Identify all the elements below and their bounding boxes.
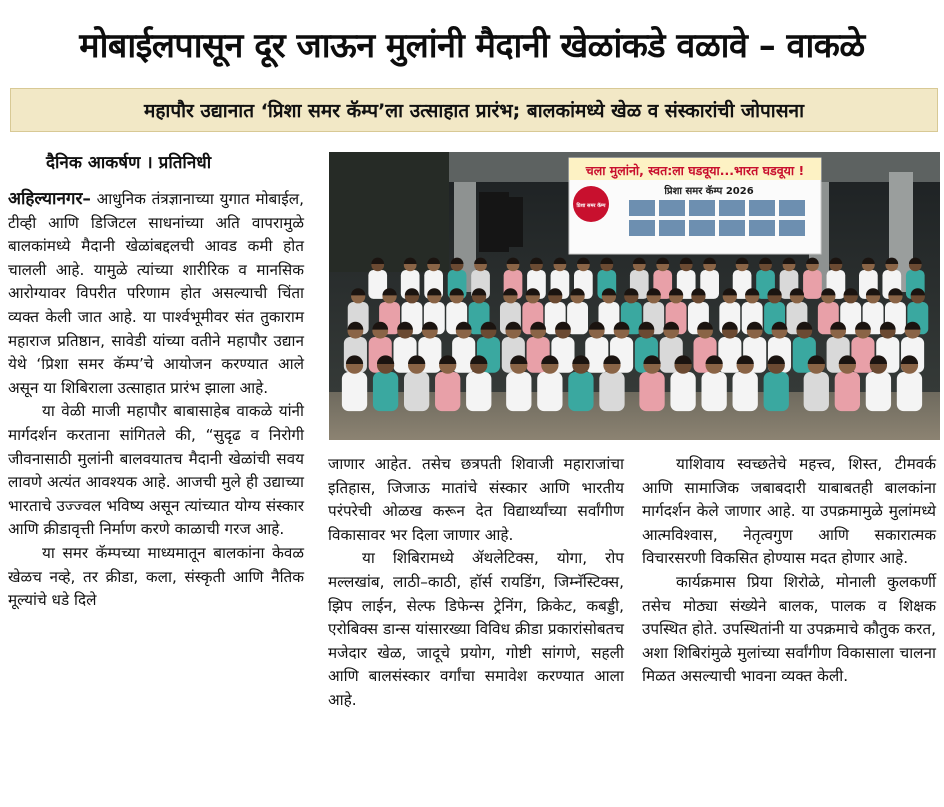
trees-left (329, 152, 449, 272)
paragraph: जाणार आहेत. तसेच छत्रपती शिवाजी महाराजांचा इतिहास, जिजाऊ मातांचे संस्कार आणि भारतीय परंपरेची ओळख करून देत विद्यार्थ्यांच्या सर्वांगीण विकासावर भर दिला जाणार आहे. (328, 455, 624, 544)
subheadline: महापौर उद्यानात ‘प्रिशा समर कॅम्प’ला उत्साहात प्रारंभ; बालकांमध्ये खेळ व संस्कारांची जोपासना (143, 100, 805, 122)
subheadline-bar (10, 88, 938, 132)
paragraph: कार्यक्रमास प्रिया शिरोळे, मोनाली कुलकर्णी तसेच मोठ्या संख्येने बालक, पालक व शिक्षक उपस्थित होते. उपस्थितांनी या उपक्रमाचे कौतुक करत, अशा शिबिरांमुळे मुलांच्या सर्वांगीण विकासाला चालना मिळत असल्याची भावना व्यक्त केली. (642, 572, 936, 686)
paragraph: या समर कॅम्पच्या माध्यमातून बालकांना केवळ खेळच नव्हे, तर क्रीडा, कला, संस्कृती आणि नैतिक मूल्यांचे धडे दिले (8, 543, 304, 610)
headline: मोबाईलपासून दूर जाऊन मुलांनी मैदानी खेळांकडे वळावे – वाकळे (79, 26, 865, 66)
banner-slogan: चला मुलांनो, स्वत:ला घडवूया...भारत घडवूया ! (585, 163, 805, 178)
paragraph (8, 188, 304, 400)
paragraph: याशिवाय स्वच्छतेचे महत्त्व, शिस्त, टीमवर्क आणि सामाजिक जबाबदारी याबाबतही बालकांना मार्गदर्शन केले जाणार आहे. या उपक्रमामुळे मुलांमध्ये आत्मविश्वास, नेतृत्वगुण आणि सकारात्मक विचारसरणी विकसित होण्यास मदत होणार आहे. (642, 455, 936, 568)
article-column-3 (642, 453, 936, 689)
banner-badge-text: प्रिशा समर कॅम्प (576, 203, 606, 209)
paragraph: या वेळी माजी महापौर बाबासाहेब वाकळे यांनी मार्गदर्शन करताना सांगितले की, “सुदृढ व निरोगी जीवनासाठी मुलांनी बालवयातच मैदानी खेळांची सवय लावणे अत्यंत आवश्यक आहे. आजची मुले ही उद्याच्या भारताचे उज्ज्वल भविष्य असून त्यांच्यात योग्य संस्कार आणि क्रीडावृत्ती निर्माण करणे काळाची गरज आहे. (8, 402, 304, 539)
article-column-1 (8, 188, 304, 613)
photo-illustration (329, 152, 940, 440)
paragraph-text: आधुनिक तंत्रज्ञानाच्या युगात मोबाईल, टीव्ही आणि डिजिटल साधनांच्या अति वापरामुळे बालकांमध्ये मैदानी खेळांबद्दलची आवड कमी होत चालली आहे. यामुळे त्यांच्या शारीरिक व मानसिक आरोग्यावर विपरीत परिणाम होत असल्याची चिंता व्यक्त केली जात आहे. या पार्श्वभूमीवर संत तुकाराम महाराज प्रतिष्ठान, सावेडी यांच्या वतीने महापौर उद्यान येथे ‘प्रिशा समर कॅम्प’चे आयोजन करण्यात आले असून या शिबिराला उत्साहात प्रारंभ झाला आहे. (8, 190, 304, 397)
article-column-2 (328, 453, 624, 713)
speaker (501, 197, 523, 247)
banner-title: प्रिशा समर कॅम्प 2026 (664, 186, 754, 197)
byline: दैनिक आकर्षण । प्रतिनिधी (46, 153, 212, 173)
dateline: अहिल्यानगर– (8, 189, 91, 209)
camp-group-photo (329, 152, 940, 440)
paragraph: या शिबिरामध्ये ॲथलेटिक्स, योगा, रोप मल्लखांब, लाठी–काठी, हॉर्स रायडिंग, जिम्नॅस्टिक्स, झिप लाईन, सेल्फ डिफेन्स ट्रेनिंग, क्रिकेट, कबड्डी, एरोबिक्स डान्स यांसारख्या विविध क्रीडा प्रकारांसोबतच मजेदार खेळ, जादूचे प्रयोग, गोष्टी सांगणे, सहली आणि बालसंस्कार वर्गांचा समावेश करण्यात आला आहे. (328, 549, 624, 709)
